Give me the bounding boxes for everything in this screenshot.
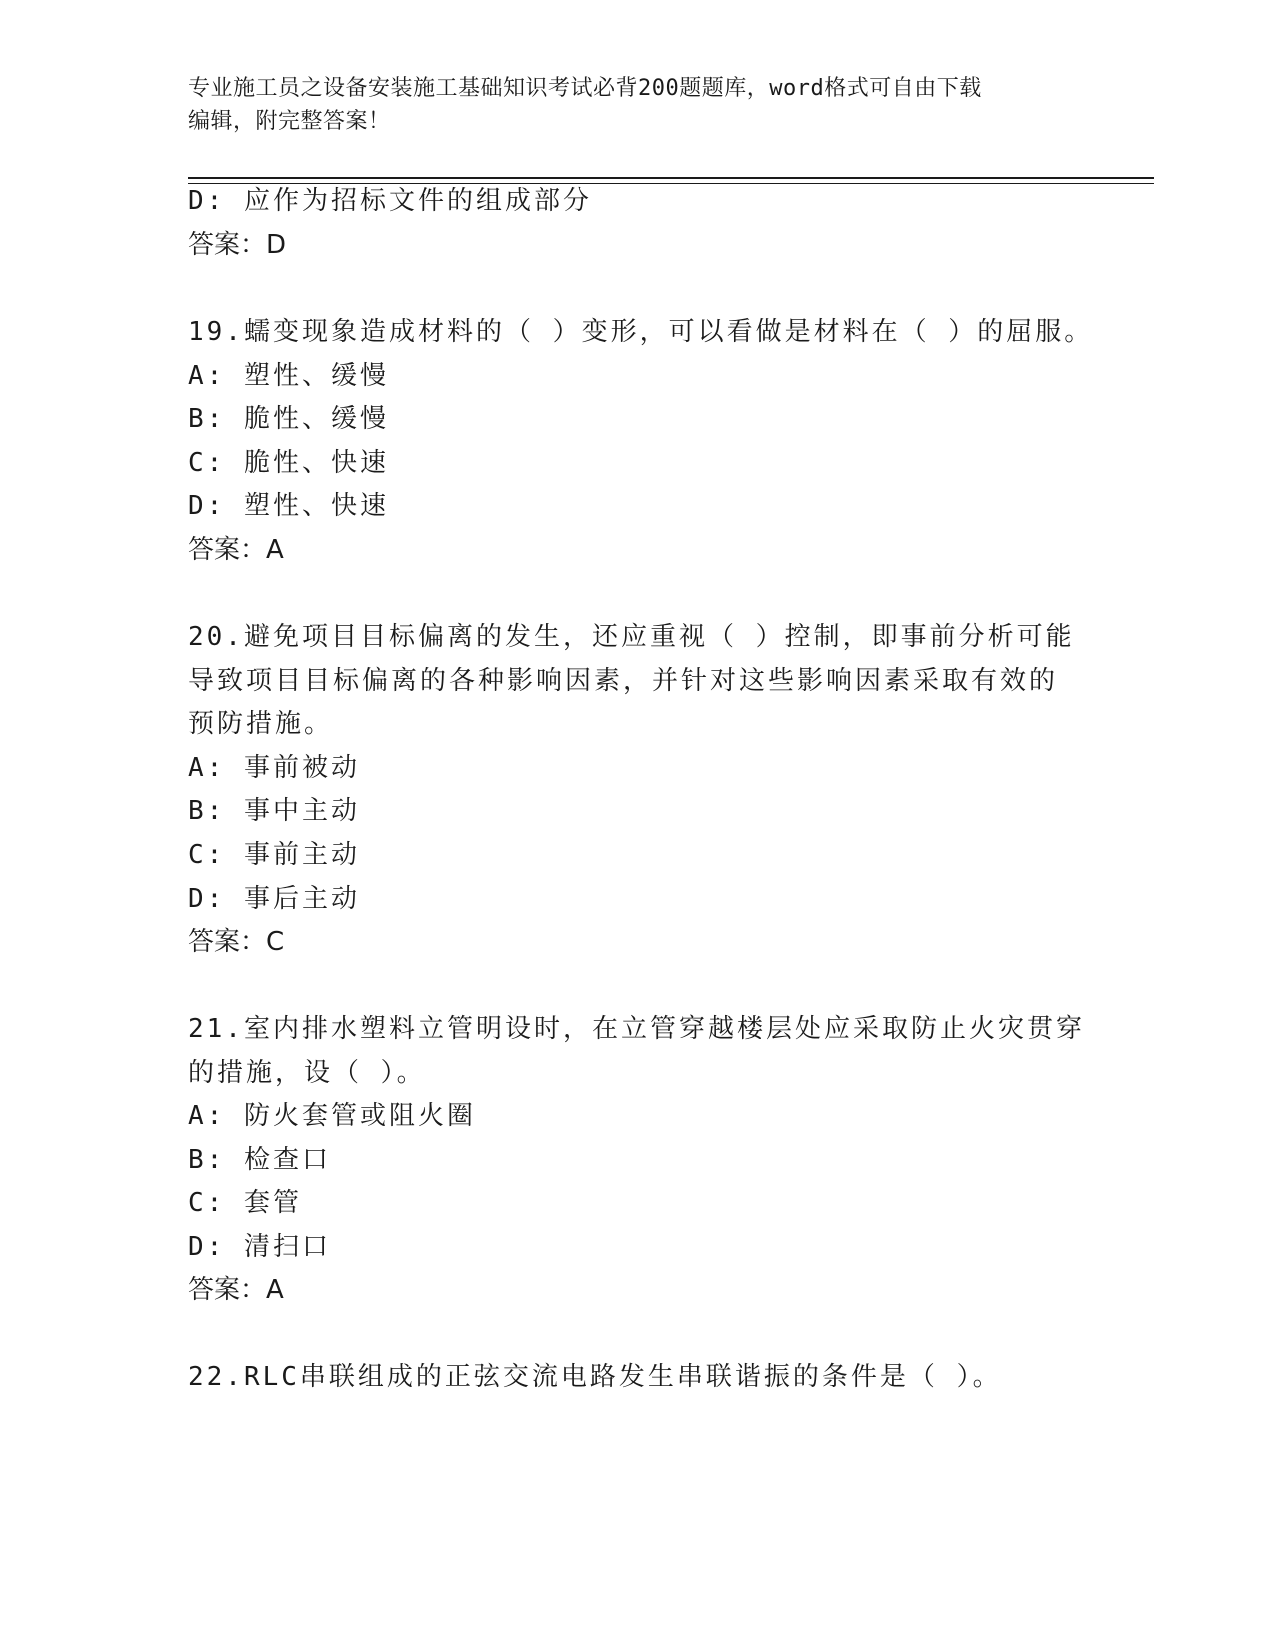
q20-answer: 答案：C bbox=[188, 927, 285, 957]
q22-stem: 22.RLC串联组成的正弦交流电路发生串联谐振的条件是（ ）。 bbox=[188, 1362, 1002, 1392]
q21-option-b: B: 检查口 bbox=[188, 1145, 331, 1175]
q21-option-a: A: 防火套管或阻火圈 bbox=[188, 1101, 476, 1131]
q21-option-c: C: 套管 bbox=[188, 1188, 302, 1218]
header-line-1: 专业施工员之设备安装施工基础知识考试必背200题题库，word格式可自由下载 bbox=[188, 76, 982, 101]
q21-answer: 答案：A bbox=[188, 1275, 284, 1305]
q19-answer: 答案：A bbox=[188, 535, 284, 565]
prev-option-d: D: 应作为招标文件的组成部分 bbox=[188, 186, 592, 216]
q20-option-b: B: 事中主动 bbox=[188, 796, 360, 826]
header-line-2: 编辑，附完整答案！ bbox=[188, 109, 391, 134]
q20-stem-line-2: 导致项目目标偏离的各种影响因素，并针对这些影响因素采取有效的 bbox=[188, 666, 1059, 696]
q21-option-d: D: 清扫口 bbox=[188, 1232, 331, 1262]
q19-option-c: C: 脆性、快速 bbox=[188, 448, 389, 478]
q20-stem-line-1: 20.避免项目目标偏离的发生，还应重视（ ）控制，即事前分析可能 bbox=[188, 622, 1075, 652]
q21-stem-line-2: 的措施，设（ ）。 bbox=[188, 1058, 426, 1088]
q20-option-c: C: 事前主动 bbox=[188, 840, 360, 870]
document-header bbox=[188, 72, 1068, 138]
q19-stem: 19.蠕变现象造成材料的（ ）变形，可以看做是材料在（ ）的屈服。 bbox=[188, 317, 1094, 347]
q21-stem-line-1: 21.室内排水塑料立管明设时，在立管穿越楼层处应采取防止火灾贯穿 bbox=[188, 1014, 1085, 1044]
q19-option-d: D: 塑性、快速 bbox=[188, 491, 389, 521]
q19-option-b: B: 脆性、缓慢 bbox=[188, 404, 389, 434]
q20-option-a: A: 事前被动 bbox=[188, 753, 360, 783]
q20-option-d: D: 事后主动 bbox=[188, 884, 360, 914]
prev-answer: 答案：D bbox=[188, 230, 287, 260]
q20-stem-line-3: 预防措施。 bbox=[188, 709, 334, 739]
q19-option-a: A: 塑性、缓慢 bbox=[188, 361, 389, 391]
